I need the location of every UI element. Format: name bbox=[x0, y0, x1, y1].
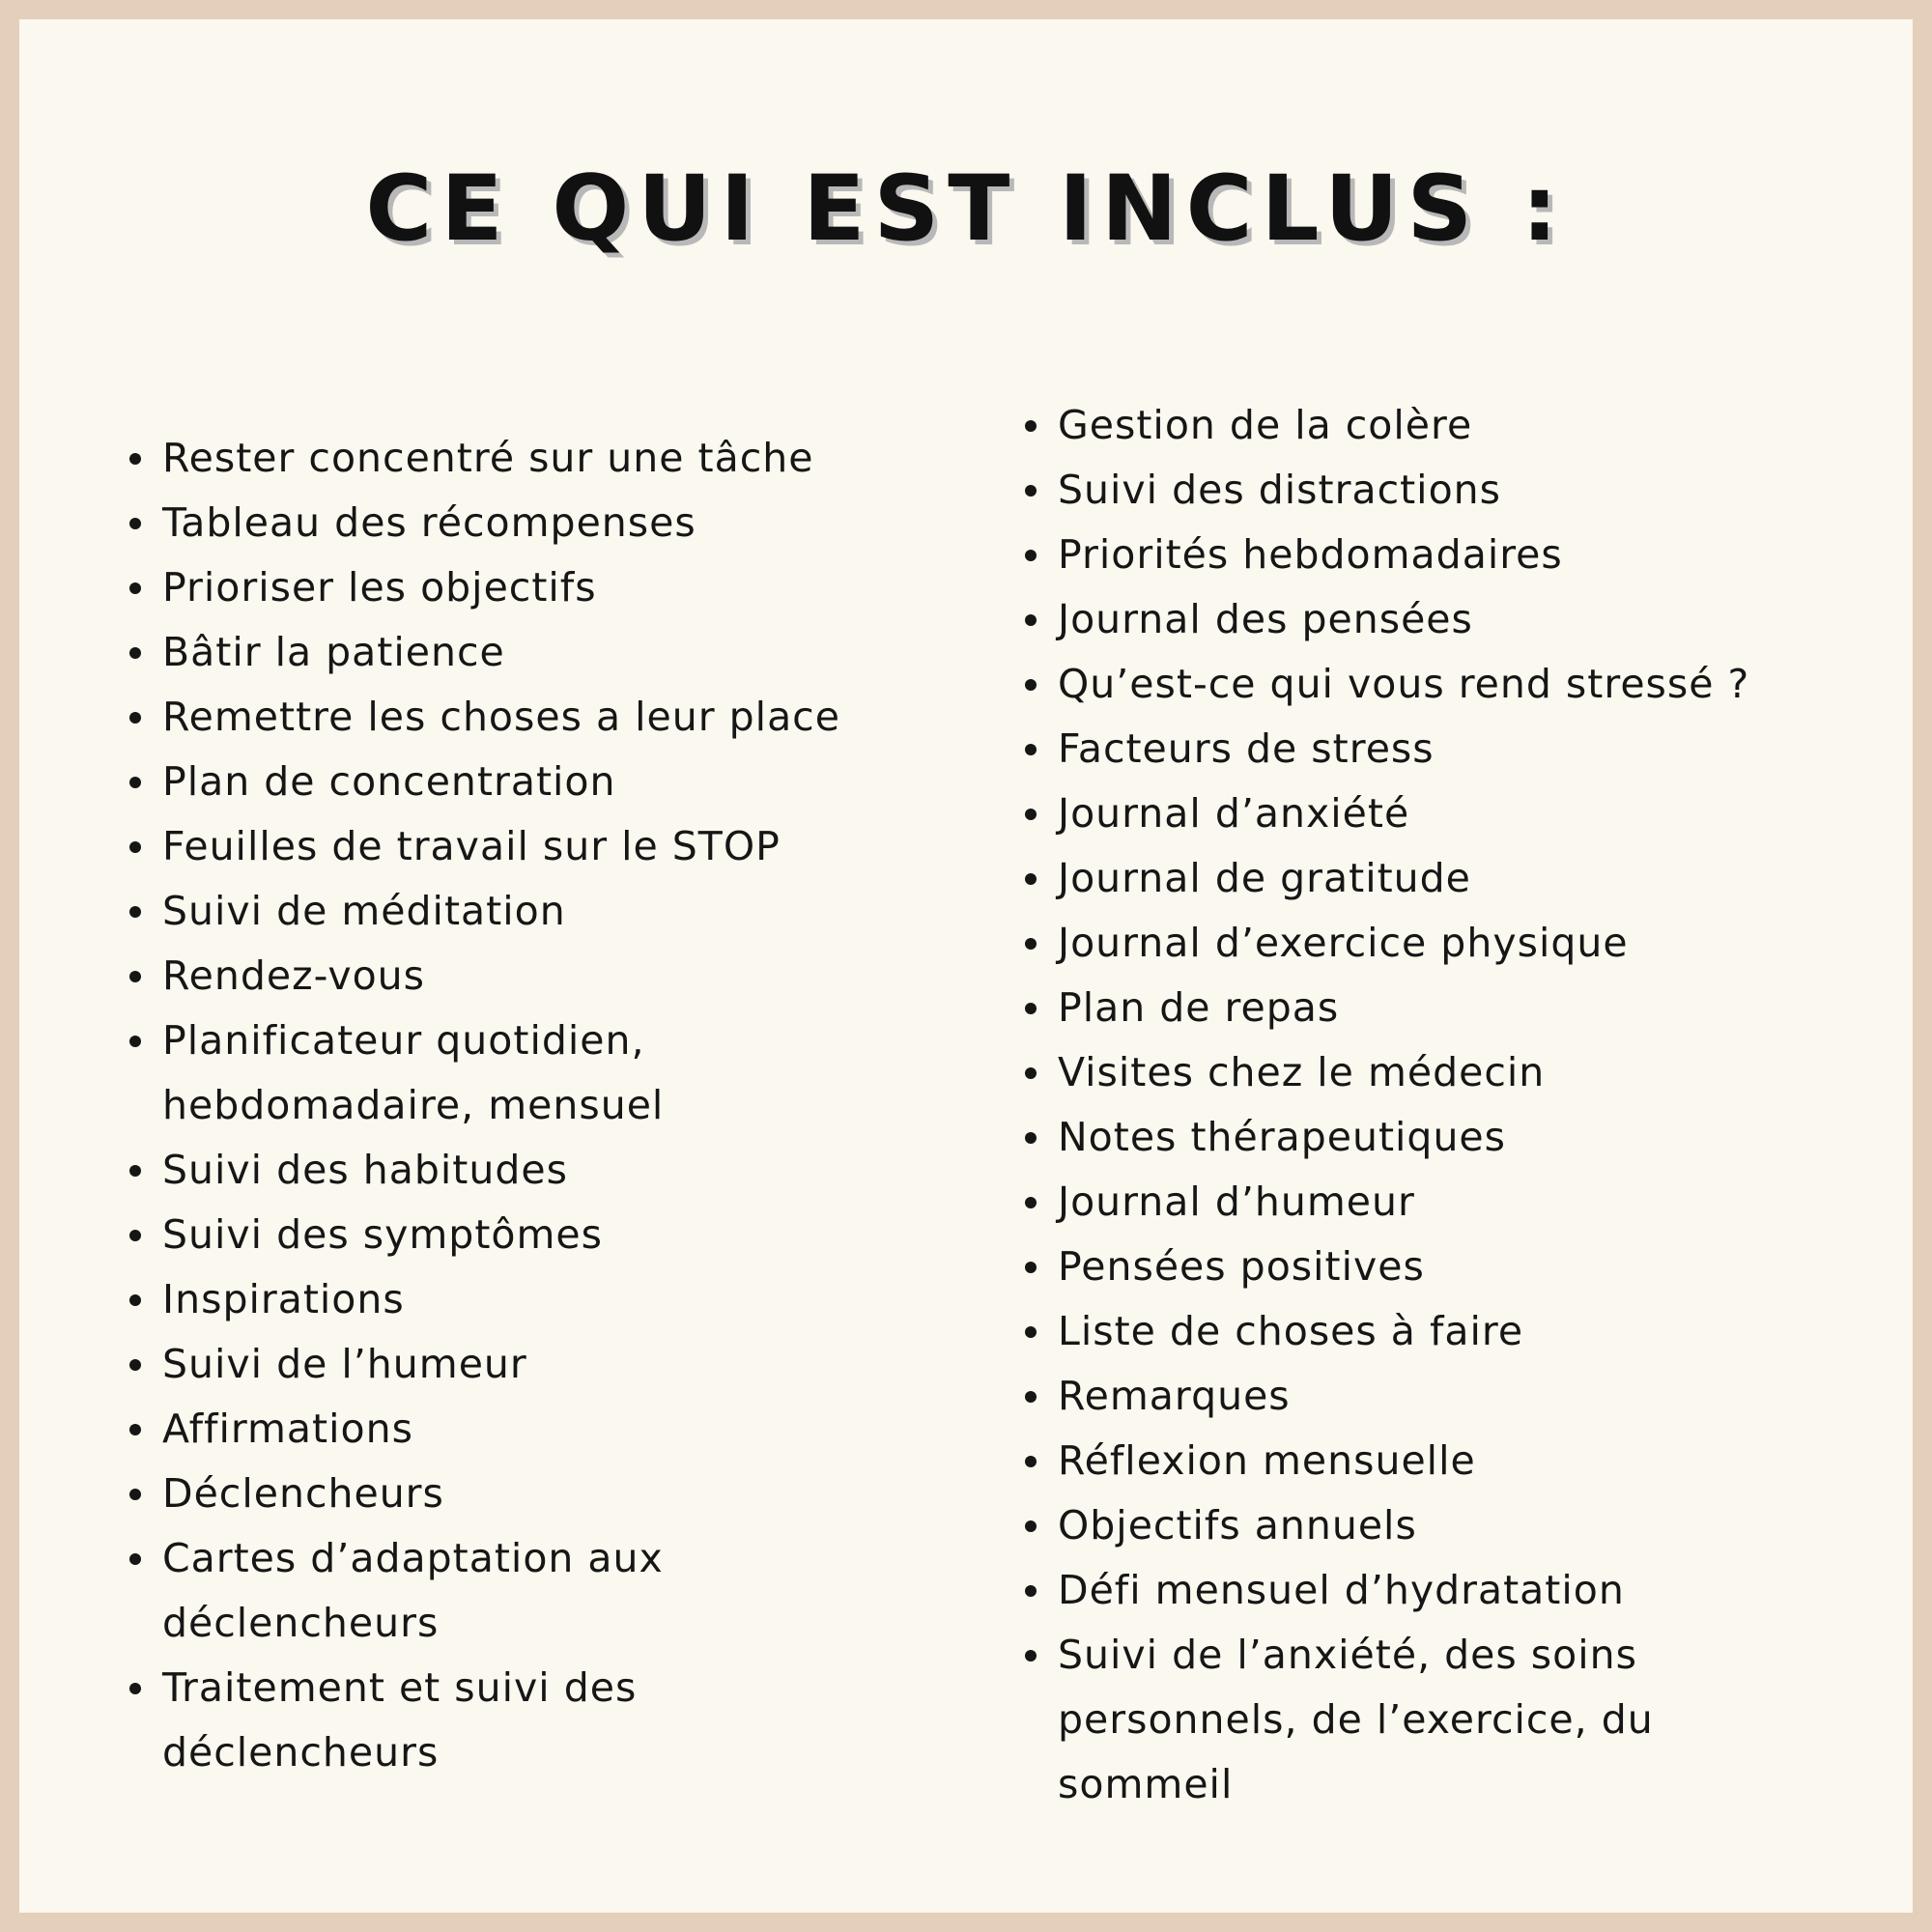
bullet-icon bbox=[129, 1165, 141, 1177]
bullet-icon bbox=[1025, 1262, 1037, 1273]
list-item bbox=[162, 1203, 935, 1267]
list-item-text: déclencheurs bbox=[162, 1729, 440, 1776]
list-item bbox=[1058, 717, 1850, 781]
page-title: CE QUI EST INCLUS : bbox=[365, 156, 1567, 262]
bullet-icon bbox=[1025, 809, 1037, 820]
bullet-icon bbox=[129, 841, 141, 853]
list-item-text: Plan de repas bbox=[1058, 984, 1340, 1031]
list-item-text: Suivi de l’humeur bbox=[162, 1341, 527, 1387]
bullet-icon bbox=[1025, 485, 1037, 497]
list-item bbox=[162, 879, 935, 944]
list-item bbox=[1058, 1493, 1850, 1558]
list-item bbox=[1058, 1040, 1850, 1105]
list-item-text: Défi mensuel d’hydratation bbox=[1058, 1567, 1625, 1613]
list-item-text: Réflexion mensuelle bbox=[1058, 1437, 1476, 1484]
bullet-icon bbox=[1025, 1067, 1037, 1079]
list-item bbox=[1058, 781, 1850, 846]
list-item-text: Suivi des habitudes bbox=[162, 1147, 568, 1193]
bullet-icon bbox=[129, 1424, 141, 1435]
list-item bbox=[162, 1332, 935, 1397]
list-item bbox=[1058, 911, 1850, 976]
list-item bbox=[162, 814, 935, 879]
list-item bbox=[1058, 652, 1850, 717]
list-item-text: Suivi des symptômes bbox=[162, 1211, 604, 1258]
bullet-icon bbox=[129, 1553, 141, 1565]
bullet-icon bbox=[129, 1489, 141, 1500]
bullet-icon bbox=[1025, 614, 1037, 626]
list-item-text: Journal d’exercice physique bbox=[1058, 920, 1629, 966]
list-item bbox=[1058, 1170, 1850, 1235]
bullet-icon bbox=[129, 1036, 141, 1047]
content-card bbox=[19, 19, 1913, 1913]
list-item-text: Objectifs annuels bbox=[1058, 1502, 1417, 1548]
list-item bbox=[162, 685, 935, 750]
list-item bbox=[1058, 1429, 1850, 1493]
bullet-icon bbox=[129, 1359, 141, 1371]
list-item bbox=[1058, 393, 1850, 458]
list-item bbox=[162, 1462, 935, 1526]
right-feature-list bbox=[1058, 393, 1850, 1817]
list-item-text: Suivi de méditation bbox=[162, 888, 566, 934]
list-item-text: Rester concentré sur une tâche bbox=[162, 435, 814, 481]
list-item bbox=[1058, 1623, 1850, 1817]
bullet-icon bbox=[129, 1230, 141, 1241]
bullet-icon bbox=[1025, 1003, 1037, 1014]
list-item bbox=[162, 1526, 935, 1656]
list-item bbox=[1058, 1299, 1850, 1364]
list-item-text: Planificateur quotidien, bbox=[162, 1017, 645, 1064]
bullet-icon bbox=[129, 453, 141, 465]
bullet-icon bbox=[1025, 1197, 1037, 1208]
bullet-icon bbox=[1025, 420, 1037, 432]
list-item-text: Journal d’anxiété bbox=[1058, 790, 1410, 837]
list-item-text: Remettre les choses a leur place bbox=[162, 694, 840, 740]
list-item bbox=[1058, 587, 1850, 652]
list-item bbox=[1058, 1105, 1850, 1170]
list-item bbox=[1058, 976, 1850, 1040]
list-item-text: Feuilles de travail sur le STOP bbox=[162, 823, 781, 869]
bullet-icon bbox=[129, 647, 141, 659]
list-item-text: Suivi de l’anxiété, des soins bbox=[1058, 1632, 1637, 1678]
list-item-text: Affirmations bbox=[162, 1406, 413, 1452]
list-item-text: Inspirations bbox=[162, 1276, 405, 1322]
list-item bbox=[1058, 523, 1850, 587]
list-item bbox=[162, 426, 935, 491]
bullet-icon bbox=[1025, 1585, 1037, 1597]
list-item-text: Journal d’humeur bbox=[1058, 1179, 1415, 1225]
list-item-text: Suivi des distractions bbox=[1058, 467, 1502, 513]
list-item-text: Journal des pensées bbox=[1058, 596, 1473, 642]
bullet-icon bbox=[1025, 550, 1037, 561]
list-item-text: Remarques bbox=[1058, 1373, 1291, 1419]
list-item bbox=[1058, 846, 1850, 911]
list-item bbox=[162, 1267, 935, 1332]
list-item-text: Traitement et suivi des bbox=[162, 1664, 638, 1711]
bullet-icon bbox=[129, 1683, 141, 1694]
list-item bbox=[162, 555, 935, 620]
list-item-text: Visites chez le médecin bbox=[1058, 1049, 1546, 1095]
bullet-icon bbox=[129, 712, 141, 724]
list-item-text: déclencheurs bbox=[162, 1600, 440, 1646]
list-item bbox=[162, 944, 935, 1009]
left-feature-list bbox=[162, 426, 935, 1785]
list-item-text: Plan de concentration bbox=[162, 758, 616, 805]
bullet-icon bbox=[129, 971, 141, 982]
list-item-text: Journal de gratitude bbox=[1058, 855, 1471, 901]
bullet-icon bbox=[1025, 679, 1037, 691]
bullet-icon bbox=[1025, 1650, 1037, 1662]
bullet-icon bbox=[1025, 1456, 1037, 1467]
bullet-icon bbox=[1025, 744, 1037, 755]
list-item-text: Priorités hebdomadaires bbox=[1058, 531, 1563, 578]
list-item-text: hebdomadaire, mensuel bbox=[162, 1082, 665, 1128]
bullet-icon bbox=[129, 518, 141, 529]
bullet-icon bbox=[129, 777, 141, 788]
bullet-icon bbox=[129, 906, 141, 918]
list-item-text: Notes thérapeutiques bbox=[1058, 1114, 1507, 1160]
list-item-text: Rendez-vous bbox=[162, 952, 426, 999]
list-item-text: sommeil bbox=[1058, 1761, 1234, 1807]
list-item-text: Tableau des récompenses bbox=[162, 499, 696, 546]
bullet-icon bbox=[1025, 1132, 1037, 1144]
list-item-text: Pensées positives bbox=[1058, 1243, 1425, 1290]
list-item-text: Cartes d’adaptation aux bbox=[162, 1535, 664, 1581]
list-item bbox=[162, 1009, 935, 1138]
list-item-text: Qu’est-ce qui vous rend stressé ? bbox=[1058, 661, 1750, 707]
list-item-text: Gestion de la colère bbox=[1058, 402, 1473, 448]
list-item bbox=[162, 491, 935, 555]
list-item bbox=[1058, 1558, 1850, 1623]
list-item-text: personnels, de l’exercice, du bbox=[1058, 1696, 1654, 1743]
list-item bbox=[1058, 1235, 1850, 1299]
list-item-text: Prioriser les objectifs bbox=[162, 564, 597, 611]
bullet-icon bbox=[1025, 873, 1037, 885]
bullet-icon bbox=[129, 582, 141, 594]
list-item bbox=[162, 620, 935, 685]
bullet-icon bbox=[1025, 1520, 1037, 1532]
bullet-icon bbox=[1025, 1326, 1037, 1338]
list-item bbox=[1058, 1364, 1850, 1429]
bullet-icon bbox=[1025, 1391, 1037, 1403]
list-item-text: Déclencheurs bbox=[162, 1470, 444, 1517]
list-item-text: Bâtir la patience bbox=[162, 629, 505, 675]
list-item-text: Liste de choses à faire bbox=[1058, 1308, 1524, 1354]
list-item bbox=[1058, 458, 1850, 523]
list-item bbox=[162, 1397, 935, 1462]
list-item bbox=[162, 750, 935, 814]
bullet-icon bbox=[129, 1294, 141, 1306]
list-item bbox=[162, 1138, 935, 1203]
list-item-text: Facteurs de stress bbox=[1058, 725, 1435, 772]
bullet-icon bbox=[1025, 938, 1037, 950]
list-item bbox=[162, 1656, 935, 1785]
